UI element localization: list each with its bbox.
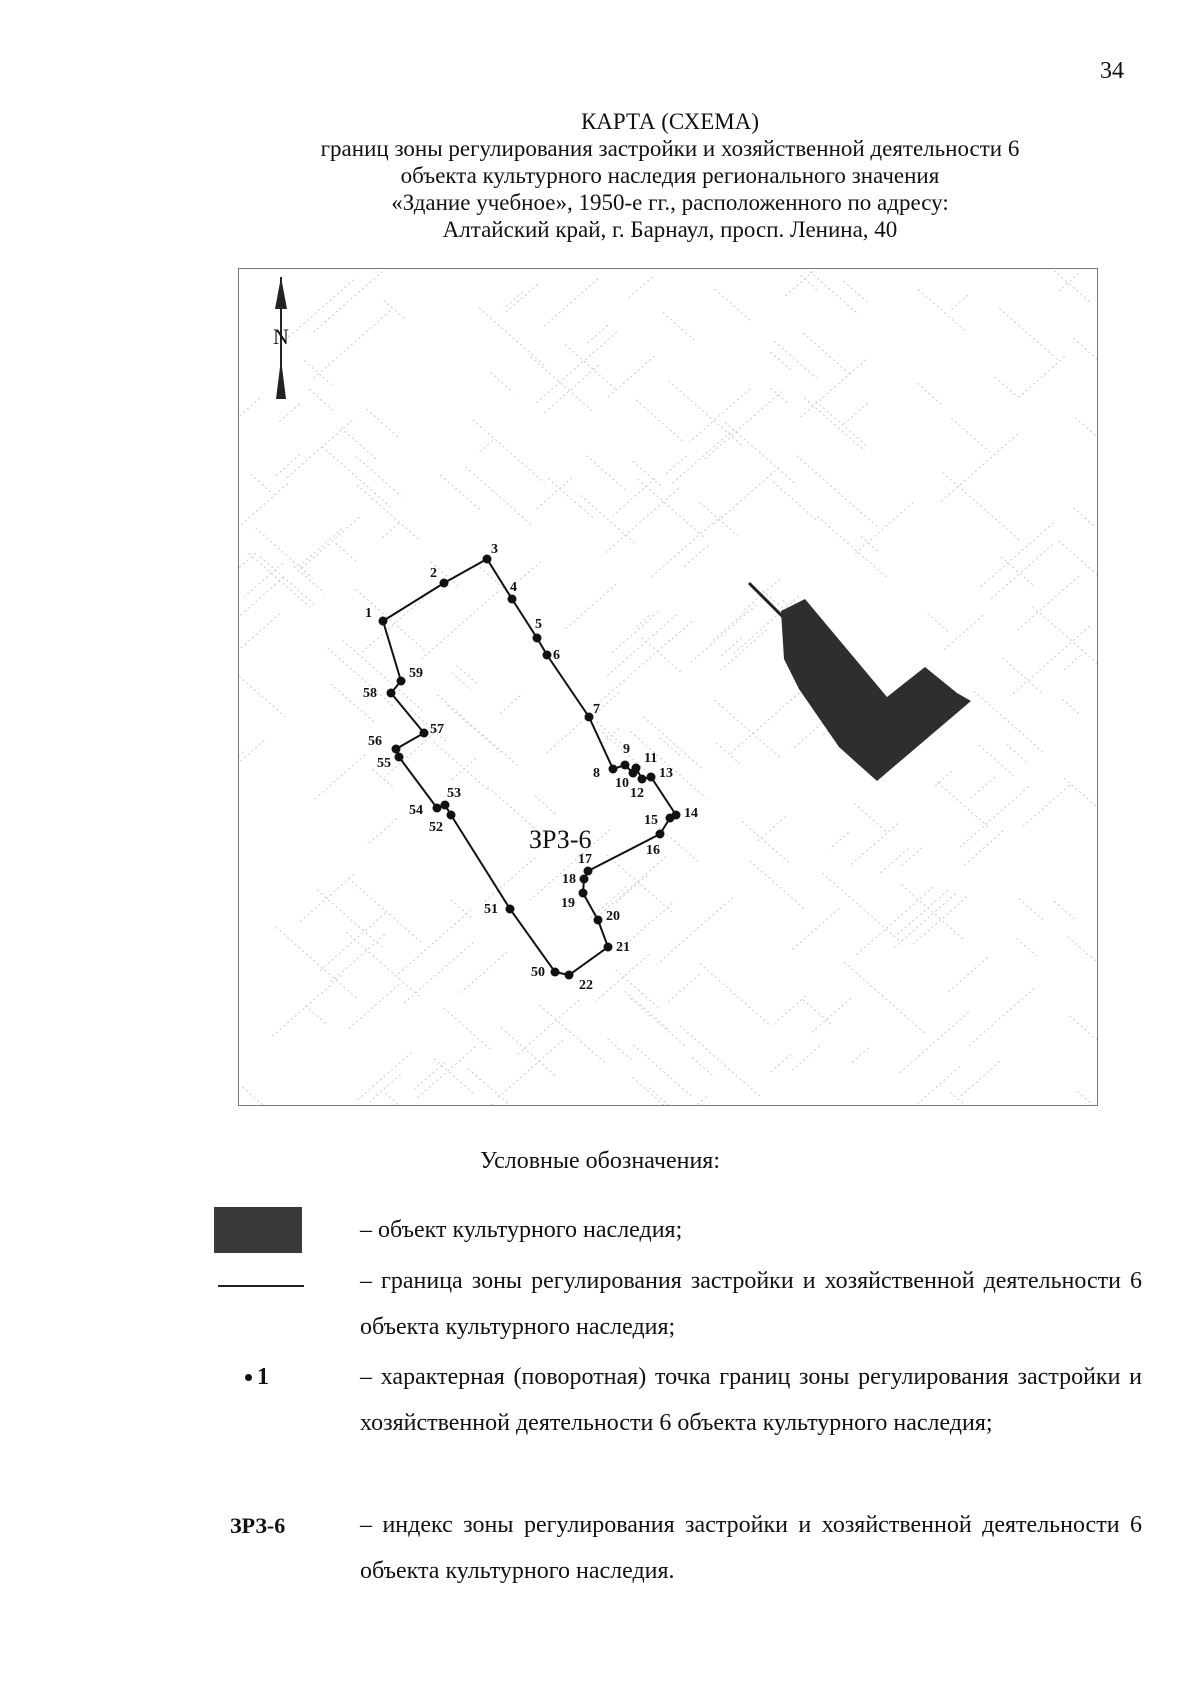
boundary-point-marker: [543, 651, 552, 660]
boundary-point-label: 9: [623, 742, 630, 757]
title-line: объекта культурного наследия регионального значения: [400, 163, 940, 188]
boundary-point-marker: [433, 804, 442, 813]
boundary-point-marker: [621, 761, 630, 770]
boundary-point-label: 59: [409, 666, 423, 681]
boundary-points: [363, 542, 698, 993]
boundary-point-marker: [609, 765, 618, 774]
boundary-point-label: 53: [447, 786, 461, 801]
point-dot-icon: [245, 1374, 252, 1381]
zone-index-swatch: ЗРЗ-6: [230, 1513, 286, 1538]
boundary-point-marker: [506, 905, 515, 914]
boundary-point-marker: [656, 830, 665, 839]
boundary-point-marker: [580, 875, 589, 884]
boundary-point-label: 12: [630, 786, 644, 801]
boundary-point-label: 13: [659, 766, 673, 781]
boundary-point-marker: [441, 801, 450, 810]
boundary-point-label: 54: [409, 803, 423, 818]
legend-object-text: – объект культурного наследия;: [360, 1217, 683, 1243]
boundary-point-label: 15: [644, 813, 658, 828]
boundary-point-label: 11: [644, 751, 658, 766]
boundary-point-marker: [551, 968, 560, 977]
boundary-point-label: 58: [363, 686, 377, 701]
boundary-point-marker: [440, 579, 449, 588]
boundary-point-label: 2: [430, 566, 437, 581]
boundary-point-label: 22: [579, 978, 593, 993]
boundary-point-label: 21: [616, 940, 630, 955]
boundary-point-label: 19: [561, 896, 575, 911]
boundary-point-marker: [584, 867, 593, 876]
page-number: 34: [1100, 58, 1124, 84]
boundary-point-marker: [632, 764, 641, 773]
boundary-point-marker: [397, 677, 406, 686]
title-line: КАРТА (СХЕМА): [580, 109, 760, 134]
boundary-point-marker: [533, 634, 542, 643]
boundary-point-label: 4: [510, 580, 517, 595]
title-line: «Здание учебное», 1950-е гг., расположенного по адресу:: [391, 190, 949, 215]
boundary-point-label: 10: [615, 776, 629, 791]
legend-index-text: – индекс зоны регулирования застройки и хозяйственной деятельности 6 объекта культурного наследия.: [360, 1512, 1142, 1584]
boundary-point-label: 57: [430, 722, 444, 737]
legend-point-text: – характерная (поворотная) точка границ зоны регулирования застройки и хозяйственной деятельности 6 объекта культурного наследия;: [360, 1364, 1142, 1436]
boundary-point-label: 20: [606, 909, 620, 924]
boundary-point-marker: [387, 689, 396, 698]
map-canvas: [239, 269, 1097, 1105]
boundary-point-marker: [379, 617, 388, 626]
boundary-point-label: 14: [684, 806, 698, 821]
boundary-point-marker: [666, 814, 675, 823]
title-line: границ зоны регулирования застройки и хозяйственной деятельности 6: [320, 136, 1020, 161]
title-line: Алтайский край, г. Барнаул, просп. Ленина, 40: [442, 217, 898, 242]
boundary-point-marker: [604, 943, 613, 952]
boundary-point-marker: [395, 753, 404, 762]
boundary-point-marker: [508, 595, 517, 604]
boundary-point-marker: [392, 745, 401, 754]
boundary-point-marker: [594, 916, 603, 925]
boundary-point-label: 7: [593, 702, 600, 717]
document-title: [200, 108, 1140, 243]
point-symbol-label: 1: [257, 1364, 269, 1390]
north-arrow-icon: [273, 277, 289, 399]
boundary-point-label: 6: [553, 648, 560, 663]
boundary-point-label: 17: [578, 852, 592, 867]
boundary-point-marker: [447, 811, 456, 820]
zone-index-label: ЗРЗ-6: [529, 825, 592, 854]
boundary-point-label: 1: [365, 606, 372, 621]
boundary-point-label: 51: [484, 902, 498, 917]
heritage-object-swatch: [214, 1207, 302, 1253]
boundary-point-marker: [420, 729, 429, 738]
boundary-point-label: 50: [531, 965, 545, 980]
boundary-point-label: 52: [429, 820, 443, 835]
boundary-point-label: 5: [535, 617, 542, 632]
boundary-point-marker: [565, 971, 574, 980]
boundary-point-marker: [579, 889, 588, 898]
boundary-point-label: 56: [368, 734, 382, 749]
boundary-point-label: 18: [562, 872, 576, 887]
boundary-point-label: 55: [377, 756, 391, 771]
heritage-object-shape: [749, 583, 971, 781]
boundary-point-label: 8: [593, 766, 600, 781]
boundary-point-label: 16: [646, 843, 660, 858]
boundary-point-label: 3: [491, 542, 498, 557]
boundary-point-swatch: [245, 1364, 269, 1391]
north-label: N: [273, 324, 289, 349]
legend-title: Условные обозначения:: [479, 1148, 721, 1174]
boundary-point-marker: [638, 775, 647, 784]
boundary-map: [238, 268, 1098, 1106]
boundary-line-swatch: [218, 1285, 304, 1287]
boundary-point-marker: [647, 773, 656, 782]
legend-boundary-text: – граница зоны регулирования застройки и хозяйственной деятельности 6 объекта культурного наследия;: [360, 1268, 1142, 1340]
